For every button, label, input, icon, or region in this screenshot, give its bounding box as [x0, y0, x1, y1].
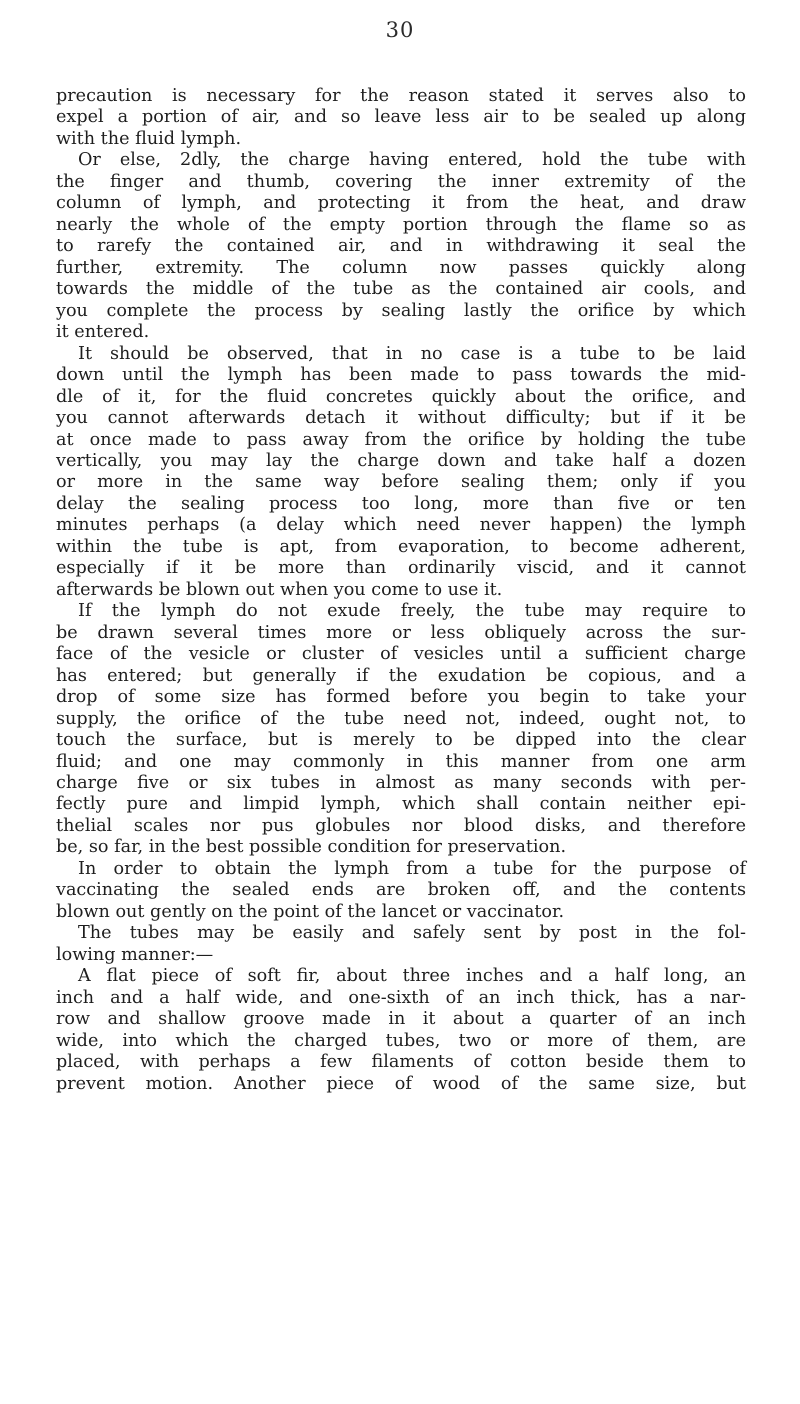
text-line: nearly the whole of the empty portion through the flame so as	[56, 214, 746, 235]
text-line: placed, with perhaps a few filaments of cotton beside them to	[56, 1052, 746, 1073]
text-line: afterwards be blown out when you come to use it.	[56, 579, 503, 600]
page-number: 30	[385, 18, 415, 42]
text-line: fectly pure and limpid lymph, which shall contain neither epi-	[56, 794, 746, 815]
text-line: especially if it be more than ordinarily viscid, and it cannot	[56, 558, 746, 579]
text-line: blown out gently on the point of the lancet or vaccinator.	[56, 901, 565, 922]
text-line: minutes perhaps (a delay which need never happen) the lymph	[56, 515, 746, 536]
text-line: thelial scales nor pus globules nor blood disks, and therefore	[56, 815, 746, 836]
text-line: delay the sealing process too long, more than five or ten	[56, 493, 746, 514]
text-line: at once made to pass away from the orifice by holding the tube	[56, 429, 746, 450]
text-line: If the lymph do not exude freely, the tube may require to	[78, 601, 746, 622]
text-line: you complete the process by sealing lastly the orifice by which	[56, 300, 746, 321]
text-line: further, extremity. The column now passes quickly along	[56, 257, 746, 278]
text-line: lowing manner:—	[56, 944, 214, 965]
text-line: row and shallow groove made in it about a quarter of an inch	[56, 1009, 746, 1030]
text-line: with the fluid lymph.	[56, 128, 242, 149]
text-line: or more in the same way before sealing them; only if you	[56, 472, 746, 493]
text-line: be drawn several times more or less obliquely across the sur-	[56, 622, 746, 643]
text-line: down until the lymph has been made to pass towards the mid-	[56, 365, 746, 386]
text-line: the finger and thumb, covering the inner extremity of the	[56, 171, 746, 192]
text-line: prevent motion. Another piece of wood of the same size, but	[56, 1073, 746, 1094]
text-line: has entered; but generally if the exudation be copious, and a	[56, 665, 746, 686]
text-line: It should be observed, that in no case is a tube to be laid	[78, 343, 746, 364]
text-line: column of lymph, and protecting it from the heat, and draw	[56, 193, 746, 214]
body-text	[56, 86, 746, 1095]
text-line: expel a portion of air, and so leave less air to be sealed up along	[56, 107, 746, 128]
text-line: drop of some size has formed before you begin to take your	[56, 687, 746, 708]
text-line: vertically, you may lay the charge down and take half a dozen	[56, 450, 746, 471]
text-line: vaccinating the sealed ends are broken off, and the contents	[56, 880, 746, 901]
text-line: you cannot afterwards detach it without difficulty; but if it be	[56, 408, 746, 429]
text-line: be, so far, in the best possible condition for preservation.	[56, 837, 567, 858]
text-line: within the tube is apt, from evaporation, to become adherent,	[56, 536, 746, 557]
text-line: The tubes may be easily and safely sent by post in the fol-	[78, 923, 746, 944]
text-line: charge five or six tubes in almost as many seconds with per-	[56, 773, 746, 793]
text-line: inch and a half wide, and one-sixth of an inch thick, has a nar-	[56, 987, 746, 1008]
text-line: fluid; and one may commonly in this manner from one arm	[56, 751, 746, 772]
text-line: precaution is necessary for the reason stated it serves also to	[56, 86, 746, 106]
text-line: to rarefy the contained air, and in withdrawing it seal the	[56, 236, 746, 257]
text-line: face of the vesicle or cluster of vesicles until a sufficient charge	[56, 644, 746, 665]
text-line: dle of it, for the fluid concretes quickly about the orifice, and	[56, 386, 746, 407]
text-line: supply, the orifice of the tube need not, indeed, ought not, to	[56, 708, 746, 729]
text-line: it entered.	[56, 322, 150, 343]
text-line: towards the middle of the tube as the contained air cools, and	[56, 279, 746, 300]
text-line: In order to obtain the lymph from a tube for the purpose of	[78, 858, 746, 879]
text-line: wide, into which the charged tubes, two or more of them, are	[56, 1030, 746, 1051]
text-line: touch the surface, but is merely to be dipped into the clear	[56, 730, 746, 751]
text-line: Or else, 2dly, the charge having entered, hold the tube with	[78, 150, 746, 171]
text-line: A flat piece of soft fir, about three inches and a half long, an	[78, 966, 746, 987]
